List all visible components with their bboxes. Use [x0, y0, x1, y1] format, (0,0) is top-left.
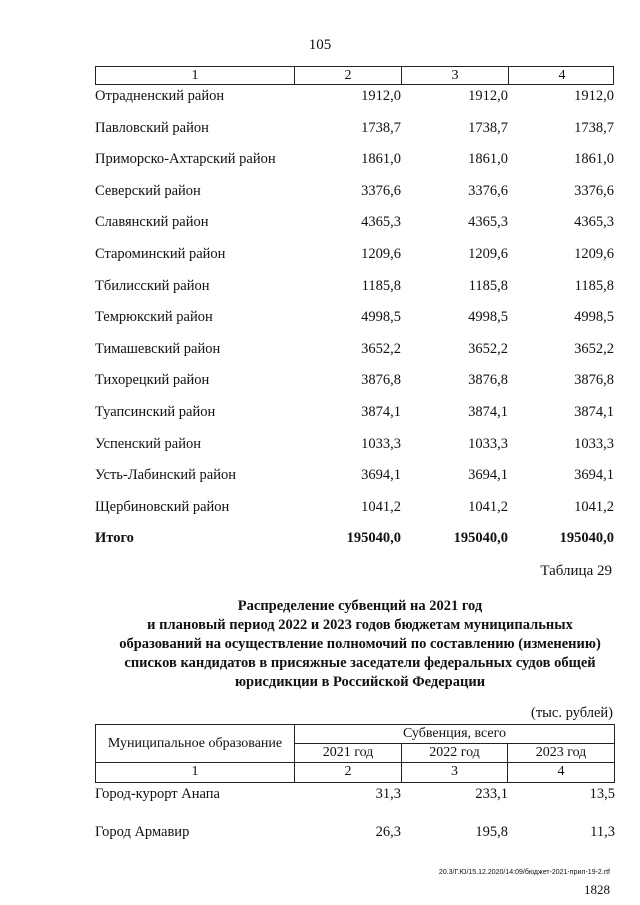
row-value-3: 3376,6: [574, 182, 614, 199]
table-row: [95, 276, 614, 308]
col-municipality: Муниципальное образование: [96, 725, 295, 763]
row-value-1: 1912,0: [361, 88, 401, 104]
row-value-1: 1861,0: [361, 151, 401, 168]
table-row: [95, 370, 614, 402]
col-number-1: 1: [96, 763, 295, 782]
row-value-1: 1185,8: [361, 277, 401, 294]
row-value-3: 3876,8: [574, 372, 614, 389]
row-value-3: 195040,0: [559, 530, 614, 547]
table-row: [95, 402, 614, 434]
row-value-3: 4998,5: [574, 309, 614, 326]
table-title: [80, 597, 640, 692]
title-line: и плановый период 2022 и 2023 годов бюджетам муниципальных: [147, 617, 573, 633]
col-number-4: 4: [557, 764, 565, 779]
table-label: Таблица 29: [540, 563, 612, 579]
row-value-1: 4365,3: [361, 214, 401, 231]
row-value-1: 3876,8: [361, 372, 401, 389]
row-value-3: 4365,3: [574, 214, 614, 231]
row-value-3: 13,5: [589, 786, 615, 802]
table-row: [95, 434, 614, 466]
row-value-1: 1033,3: [361, 435, 401, 452]
row-value-1: 1738,7: [361, 119, 401, 136]
row-value-2: 4365,3: [468, 214, 508, 231]
footer-page-number: 1828: [584, 882, 610, 897]
row-value-2: 1912,0: [468, 88, 508, 104]
row-value-1: 1041,2: [361, 498, 401, 515]
table-row: [95, 785, 615, 823]
row-name: Город-курорт Анапа: [95, 786, 220, 802]
title-line: образований на осуществление полномочий по составлению (изменению): [119, 636, 601, 652]
row-name: Тбилисский район: [95, 277, 210, 294]
row-value-1: 3874,1: [361, 403, 401, 420]
col-subvention-group: Субвенция, всего: [295, 725, 614, 744]
col-year-2022: 2022 год: [402, 744, 508, 763]
page-number: 105: [308, 37, 332, 53]
header-col-4: 4: [558, 68, 566, 83]
row-value-1: 31,3: [375, 786, 401, 802]
top-table-header: [95, 66, 614, 85]
row-name: Павловский район: [95, 119, 209, 136]
row-value-2: 233,1: [475, 786, 508, 802]
row-value-1: 3694,1: [361, 467, 401, 484]
row-value-3: 3874,1: [574, 403, 614, 420]
row-name: Темрюкский район: [95, 309, 213, 326]
table-row: [95, 244, 614, 276]
col-year-2023: 2023 год: [508, 744, 614, 763]
row-name: Тимашевский район: [95, 340, 221, 357]
row-name: Усть-Лабинский район: [95, 467, 236, 484]
row-value-3: 1912,0: [574, 88, 614, 104]
row-value-3: 1033,3: [574, 435, 614, 452]
row-value-2: 3876,8: [468, 372, 508, 389]
bottom-table-header: [95, 724, 615, 783]
row-value-2: 1738,7: [468, 119, 508, 136]
row-value-2: 1185,8: [468, 277, 508, 294]
row-value-1: 4998,5: [361, 309, 401, 326]
bottom-table-body: [95, 785, 615, 861]
header-col-3: 3: [402, 67, 509, 84]
col-number-3: 3: [402, 763, 508, 782]
row-value-2: 3694,1: [468, 467, 508, 484]
row-value-2: 1209,6: [468, 245, 508, 262]
row-value-3: 3694,1: [574, 467, 614, 484]
top-table-body: [95, 86, 614, 560]
table-row: [95, 823, 615, 861]
row-name: Успенский район: [95, 435, 201, 452]
row-value-3: 3652,2: [574, 340, 614, 357]
row-value-2: 3874,1: [468, 403, 508, 420]
table-row: [95, 497, 614, 529]
row-name: Северский район: [95, 182, 201, 199]
row-value-3: 1861,0: [574, 151, 614, 168]
title-line: Распределение субвенций на 2021 год: [237, 598, 483, 614]
row-value-3: 1209,6: [574, 245, 614, 262]
row-name: Приморско-Ахтарский район: [95, 151, 276, 168]
col-number-2: 2: [295, 763, 402, 782]
row-value-2: 195040,0: [453, 530, 508, 547]
row-name: Славянский район: [95, 214, 209, 231]
table-row: [95, 307, 614, 339]
row-value-1: 1209,6: [361, 245, 401, 262]
title-line: списков кандидатов в присяжные заседатели федеральных судов общей: [124, 655, 596, 671]
row-value-1: 195040,0: [346, 530, 401, 547]
row-value-1: 3652,2: [361, 340, 401, 357]
row-value-2: 1041,2: [468, 498, 508, 515]
row-value-3: 1041,2: [574, 498, 614, 515]
row-value-2: 1861,0: [468, 151, 508, 168]
footer-file-code: 20.3/Г.Ю/15.12.2020/14:09/бюджет-2021-прил-19-2.rtf: [438, 869, 610, 876]
row-value-3: 1185,8: [574, 277, 614, 294]
table-row: [95, 149, 614, 181]
header-col-1: 1: [96, 67, 295, 84]
row-name: Отрадненский район: [95, 88, 225, 104]
table-row: [95, 339, 614, 371]
row-value-3: 1738,7: [574, 119, 614, 136]
row-name: Староминский район: [95, 245, 226, 262]
row-name: Тихорецкий район: [95, 372, 210, 389]
row-value-3: 11,3: [590, 824, 615, 840]
row-name: Туапсинский район: [95, 403, 216, 420]
row-value-1: 3376,6: [361, 182, 401, 199]
row-value-2: 3652,2: [468, 340, 508, 357]
col-year-2021: 2021 год: [295, 744, 402, 763]
table-row: [95, 118, 614, 150]
table-row: [95, 212, 614, 244]
unit-label: (тыс. рублей): [531, 705, 613, 721]
row-name: Город Армавир: [95, 824, 190, 840]
row-value-2: 3376,6: [468, 182, 508, 199]
row-value-2: 4998,5: [468, 309, 508, 326]
total-row: [95, 528, 614, 560]
row-name: Итого: [95, 530, 134, 547]
table-row: [95, 465, 614, 497]
row-value-1: 26,3: [375, 824, 401, 840]
row-name: Щербиновский район: [95, 498, 230, 515]
header-col-2: 2: [295, 67, 402, 84]
row-value-2: 195,8: [475, 824, 508, 840]
title-line: юрисдикции в Российской Федерации: [234, 674, 486, 690]
row-value-2: 1033,3: [468, 435, 508, 452]
table-row: [95, 86, 614, 118]
table-row: [95, 181, 614, 213]
